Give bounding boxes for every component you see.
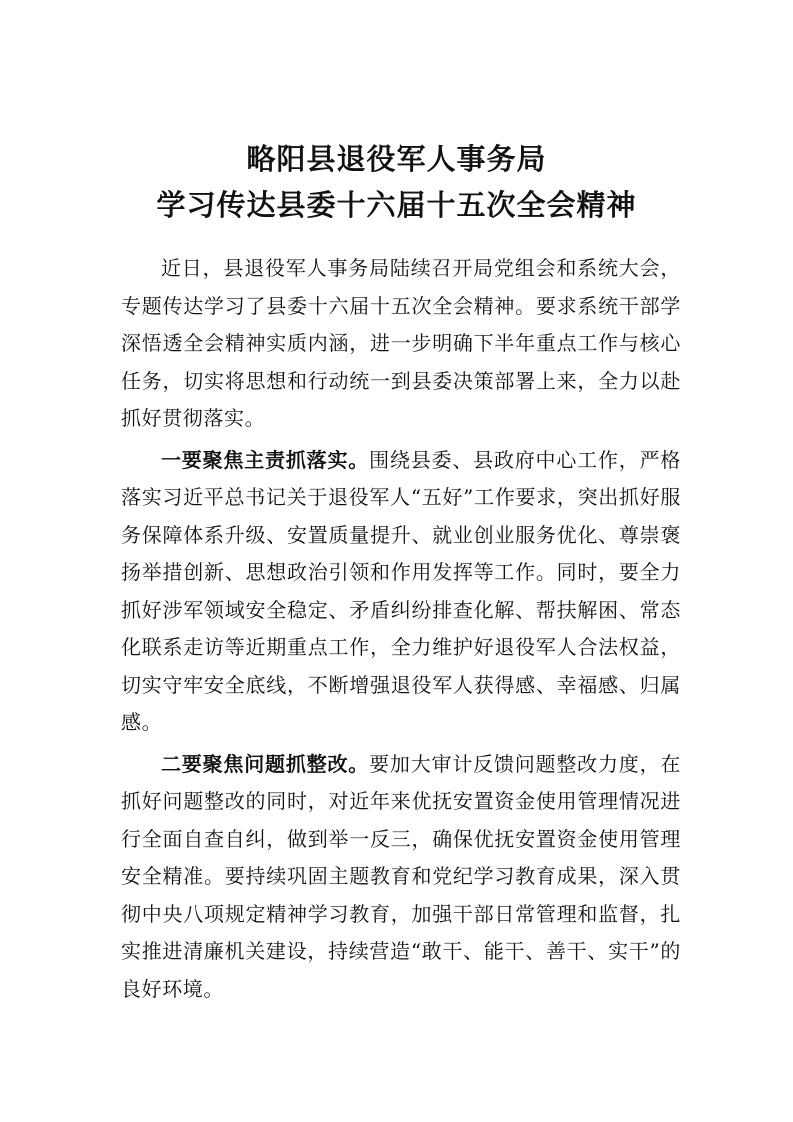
paragraph-lead: 一要聚焦主责抓落实。 (161, 447, 370, 472)
paragraph-point-two (121, 746, 681, 1009)
paragraph-text: 围绕县委、县政府中心工作，严格落实习近平总书记关于退役军人“五好”工作要求，突出抓好服务保障体系升级、安置质量提升、就业创业服务优化、尊崇褒扬举措创新、思想政治引领和作用发挥等工作。同时，要全力抓好涉军领域安全稳定、矛盾纠纷排查化解、帮扶解困、常态化联系走访等近期重点工作，全力维护好退役军人合法权益，切实守牢安全底线，不断增强退役军人获得感、幸福感、归属感。 (121, 447, 682, 734)
title-line-1: 略阳县退役军人事务局 (246, 142, 547, 176)
paragraph-text: 近日，县退役军人事务局陆续召开局党组会和系统大会，专题传达学习了县委十六届十五次全会精神。要求系统干部学深悟透全会精神实质内涵，进一步明确下半年重点工作与核心任务，切实将思想和行动统一到县委决策部署上来，全力以赴抓好贯彻落实。 (121, 256, 681, 430)
paragraph-lead: 二要聚焦问题抓整改。 (161, 751, 370, 776)
document-title (60, 136, 733, 228)
paragraph-text: 要加大审计反馈问题整改力度，在抓好问题整改的同时，对近年来优抚安置资金使用管理情况进行全面自查自纠，做到举一反三，确保优抚安置资金使用管理安全精准。要持续巩固主题教育和党纪学习教育成果，深入贯彻中央八项规定精神学习教育，加强干部日常管理和监督，扎实推进清廉机关建设，持续营造“敢干、能干、善干、实干”的良好环境。 (121, 751, 682, 1001)
document-body (121, 250, 681, 1012)
paragraph-point-one (121, 442, 681, 742)
paragraph-intro (121, 250, 681, 438)
title-line-2: 学习传达县委十六届十五次全会精神 (156, 188, 637, 222)
